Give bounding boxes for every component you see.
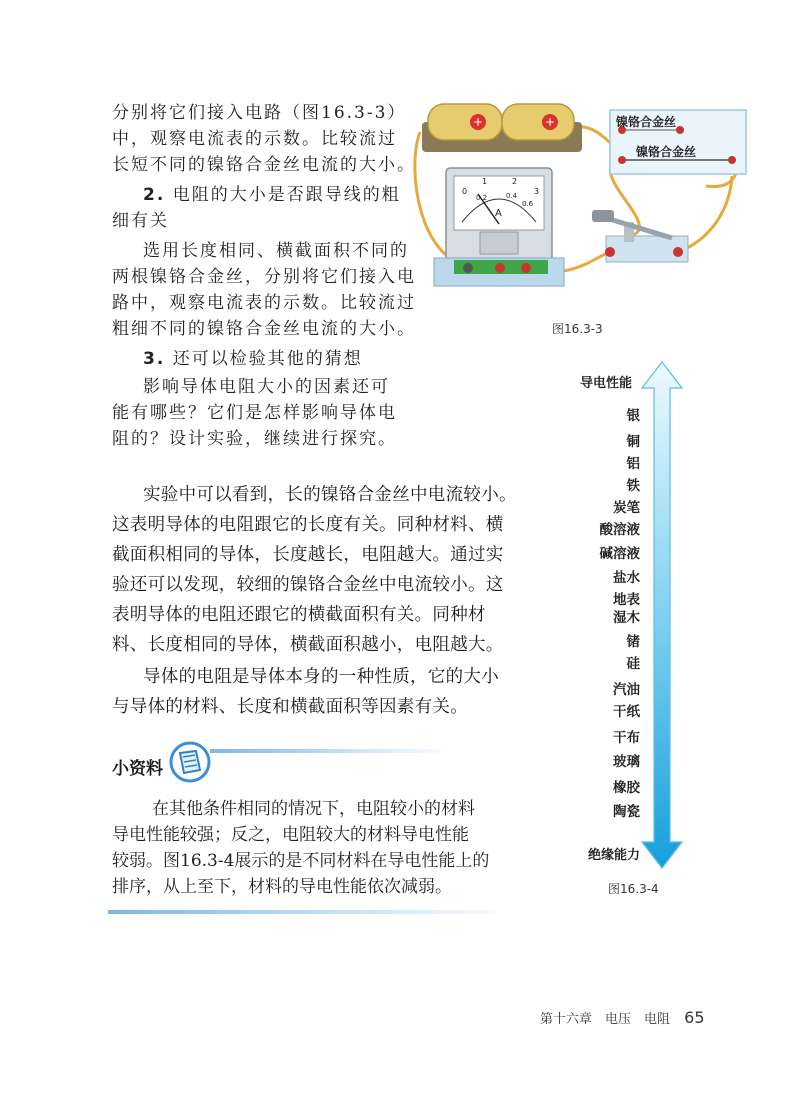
step3-heading-text: 还可以检验其他的猜想 — [172, 349, 363, 369]
intro-line-2: 中，观察电流表的示数。比较流过 — [112, 129, 397, 149]
step2-heading — [143, 182, 401, 208]
sidebar-title: 小资料 — [112, 759, 163, 779]
intro-line-3: 长短不同的镍铬合金丝电流的大小。 — [112, 155, 416, 175]
scale-1: 1 — [482, 177, 488, 186]
svg-text:+: + — [472, 115, 484, 129]
intro-line-1: 分别将它们接入电路（图16.3-3） — [112, 103, 407, 123]
step3-body-3: 阻的？设计实验，继续进行探究。 — [112, 429, 397, 449]
material-item: 炭笔 — [613, 500, 640, 516]
material-item: 酸溶液 — [599, 522, 640, 538]
page-footer — [540, 1008, 705, 1027]
step2-body-3: 路中，观察电流表的示数。比较流过 — [112, 293, 416, 313]
step2-heading-text: 电阻的大小是否跟导线的粗 — [172, 185, 401, 205]
material-item: 锗 — [626, 634, 640, 650]
material-item: 橡胶 — [613, 780, 640, 796]
material-item: 玻璃 — [613, 754, 640, 770]
sidebar-title-rule — [210, 749, 450, 753]
scale-2: 2 — [512, 177, 518, 186]
step2-heading-line-2: 细有关 — [112, 211, 169, 231]
circuit-figure — [410, 90, 750, 320]
ammeter-unit: A — [495, 208, 502, 219]
step2-body-1: 选用长度相同、横截面积不同的 — [143, 241, 409, 261]
caption-16-3-3: 图16.3-3 — [552, 322, 603, 336]
main-line-2: 这表明导体的电阻跟它的长度有关。同种材料、横 — [112, 515, 504, 535]
step3-body-1: 影响导体电阻大小的因素还可 — [143, 377, 390, 397]
chapter-label: 第十六章 电压 电阻 — [540, 1012, 671, 1027]
page-number: 65 — [684, 1008, 705, 1027]
conductivity-bottom-label: 绝缘能力 — [588, 848, 641, 863]
material-item: 湿木 — [613, 610, 640, 626]
material-item: 碱溶液 — [599, 546, 640, 562]
material-item: 铝 — [626, 456, 640, 472]
material-item: 硅 — [626, 656, 640, 672]
sidebar-line-4: 排序，从上至下，材料的导电性能依次减弱。 — [112, 877, 452, 897]
main-line-7: 导体的电阻是导体本身的一种性质，它的大小 — [143, 667, 499, 687]
material-item: 干布 — [613, 730, 640, 746]
main-line-4: 验还可以发现，较细的镍铬合金丝中电流较小。这 — [112, 575, 504, 595]
step3-number: 3. — [143, 349, 166, 369]
conductivity-arrow — [640, 360, 684, 874]
material-item: 汽油 — [613, 682, 640, 698]
step3-body-2: 能有哪些？它们是怎样影响导体电 — [112, 403, 397, 423]
main-line-5: 表明导体的电阻还跟它的横截面积有关。同种材 — [112, 605, 486, 625]
wire-label-2: 镍铬合金丝 — [636, 145, 697, 159]
sidebar-bottom-rule — [108, 910, 498, 914]
wire-label-1: 镍铬合金丝 — [616, 115, 677, 129]
scale-3: 3 — [534, 187, 540, 196]
main-line-1: 实验中可以看到，长的镍铬合金丝中电流较小。 — [143, 485, 517, 505]
material-item: 铁 — [626, 478, 640, 494]
main-line-3: 截面积相同的导体，长度越长，电阻越大。通过实 — [112, 545, 504, 565]
material-item: 地表 — [613, 592, 640, 608]
step2-number: 2. — [143, 185, 166, 205]
sidebar-book-icon — [168, 740, 212, 788]
step3-heading — [143, 346, 363, 372]
material-item: 银 — [626, 408, 640, 424]
sidebar-line-3: 较弱。图16.3-4展示的是不同材料在导电性能上的 — [112, 851, 490, 871]
caption-16-3-4: 图16.3-4 — [608, 882, 659, 896]
material-item: 铜 — [626, 434, 640, 450]
scale-0-4: 0.4 — [506, 192, 518, 200]
sidebar-line-2: 导电性能较强；反之，电阻较大的材料导电性能 — [112, 825, 469, 845]
svg-text:+: + — [544, 115, 556, 129]
step2-body-4: 粗细不同的镍铬合金丝电流的大小。 — [112, 319, 416, 339]
step2-body-2: 两根镍铬合金丝，分别将它们接入电 — [112, 267, 416, 287]
main-line-8: 与导体的材料、长度和横截面积等因素有关。 — [112, 697, 468, 717]
main-line-6: 料、长度相同的导体，横截面积越小，电阻越大。 — [112, 635, 504, 655]
scale-0: 0 — [462, 187, 468, 196]
scale-0-2: 0.2 — [476, 194, 488, 202]
sidebar-line-1: 在其他条件相同的情况下，电阻较小的材料 — [152, 799, 475, 819]
material-item: 陶瓷 — [613, 804, 640, 820]
material-item: 盐水 — [613, 570, 640, 586]
conductivity-top-label: 导电性能 — [580, 376, 633, 391]
scale-0-6: 0.6 — [522, 200, 534, 208]
material-item: 干纸 — [613, 704, 640, 720]
